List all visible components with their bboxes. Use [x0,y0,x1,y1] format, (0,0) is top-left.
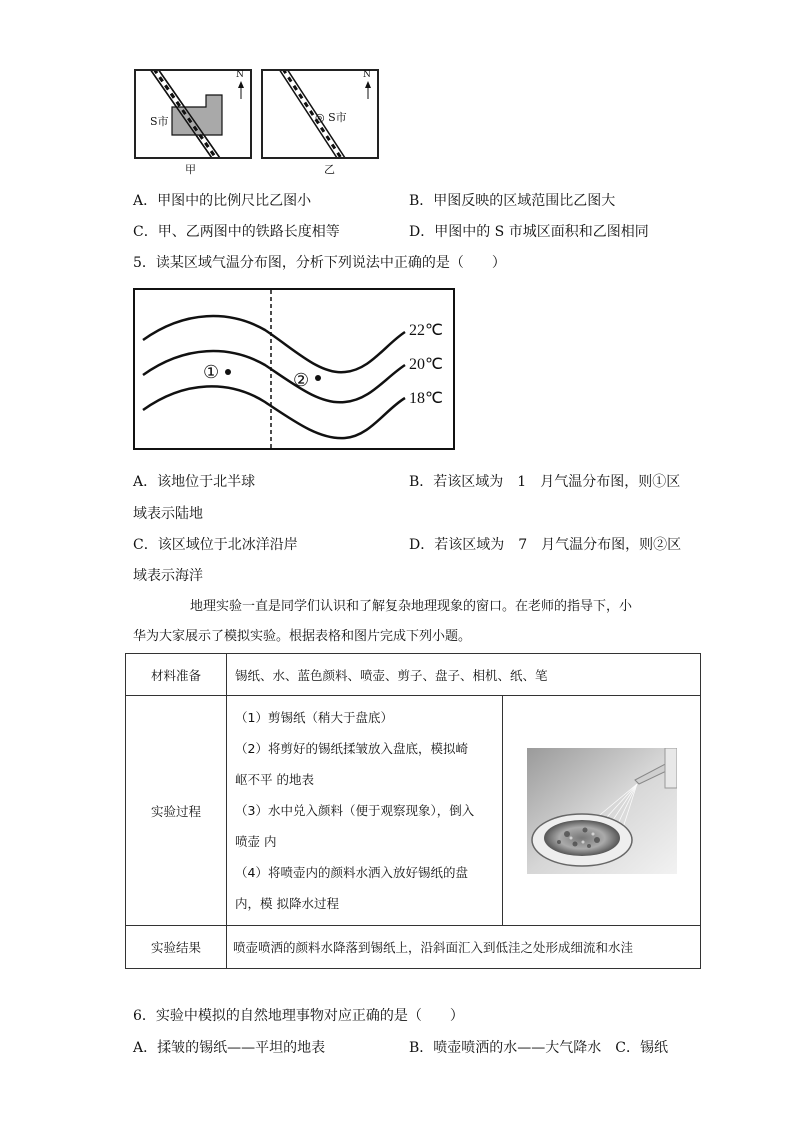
process-step-line: （4）将喷壶内的颜料水洒入放好锡纸的盘 [235,865,468,880]
q5-option-a[interactable]: A．该地位于北半球 [133,474,256,490]
q6-option-bc[interactable]: B．喷壶喷洒的水——大气降水 C．锡纸 [409,1040,668,1056]
map-yi-caption: 乙 [324,163,335,176]
table-cell-result: 喷壶喷洒的颜料水降落到锡纸上，沿斜面汇入到低洼之处形成细流和水洼 [227,926,701,969]
table-header-process: 实验过程 [126,696,227,926]
q5-option-d[interactable]: D．若该区域为 7 月气温分布图，则②区 [409,537,682,553]
table-header-materials: 材料准备 [126,654,227,696]
q5-option-d-cont: 域表示海洋 [133,568,203,584]
map-yi-city-label: ◎ S市 [315,111,347,124]
experiment-photo [527,748,677,874]
process-step-line: （3）水中兑入颜料（便于观察现象），倒入 [235,803,475,818]
q4-option-a[interactable]: A．甲图中的比例尺比乙图小 [133,193,312,209]
point-1-label: ① [203,362,220,383]
q4-option-b[interactable]: B．甲图反映的区域范围比乙图大 [409,193,616,209]
map-jia [134,69,252,159]
experiment-table [125,653,701,969]
intro-line-1: 地理实验一直是同学们认识和了解复杂地理现象的窗口。在老师的指导下，小 [190,599,633,614]
process-step-line: （2）将剪好的锡纸揉皱放入盘底，模拟崎 [235,741,468,756]
map-jia-caption: 甲 [185,163,196,176]
isotherm-map [133,288,455,450]
q5-option-b-cont: 域表示陆地 [133,506,203,522]
map-yi-north-label: N [363,70,371,80]
q5-stem: 5．读某区域气温分布图，分析下列说法中正确的是（ ） [133,255,506,271]
q6-stem: 6．实验中模拟的自然地理事物对应正确的是（ ） [133,1008,464,1024]
table-cell-photo [503,696,701,926]
map-yi [261,69,379,159]
process-step-line: 内，模 拟降水过程 [235,896,339,911]
process-step-line: 喷壶 内 [235,834,277,849]
table-header-result: 实验结果 [126,926,227,969]
table-cell-materials: 锡纸、水、蓝色颜料、喷壶、剪子、盘子、相机、纸、笔 [227,654,701,696]
isotherm-label-18: 18℃ [409,390,443,407]
q6-option-a[interactable]: A．揉皱的锡纸——平坦的地表 [133,1040,326,1056]
isotherm-label-22: 22℃ [409,322,443,339]
isotherm-map-svg [135,290,453,448]
map-jia-north-label: N [236,70,244,80]
table-cell-process [227,696,503,926]
isotherm-label-20: 20℃ [409,356,443,373]
map-jia-city-label: S市 [150,115,169,128]
q4-option-c[interactable]: C．甲、乙两图中的铁路长度相等 [133,224,340,240]
process-step-line: （1）剪锡纸（稍大于盘底） [235,710,393,725]
process-step-line: 岖不平 的地表 [235,772,314,787]
intro-line-2: 华为大家展示了模拟实验。根据表格和图片完成下列小题。 [133,629,472,644]
q5-option-c[interactable]: C．该区域位于北冰洋沿岸 [133,537,298,553]
q5-option-b[interactable]: B．若该区域为 1 月气温分布图，则①区 [409,474,681,490]
q4-option-d[interactable]: D．甲图中的 S 市城区面积和乙图相同 [409,224,649,240]
point-2-label: ② [293,370,310,391]
